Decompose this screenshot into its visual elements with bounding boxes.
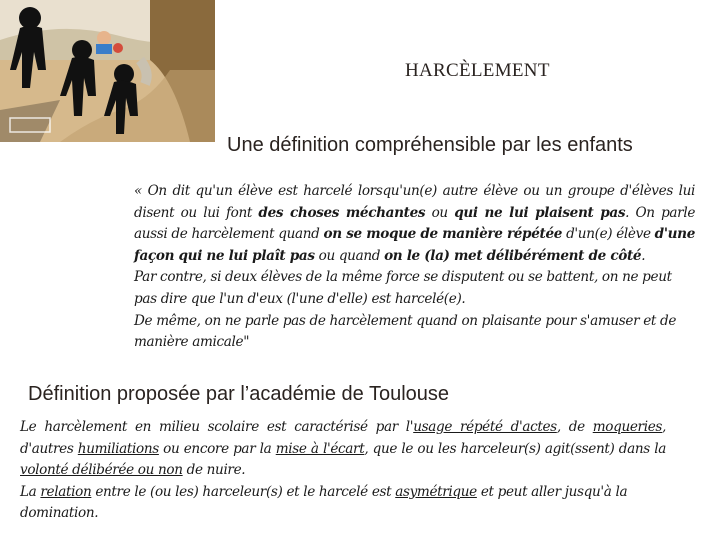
hero-illustration (0, 0, 215, 142)
academy-definition (20, 417, 666, 525)
section-title: Définition proposée par l’académie de Toulouse (28, 383, 450, 405)
page-title: HARCÈLEMENT (405, 60, 550, 81)
definition-paragraph-2: La relation entre le (ou les) harceleur(s) et le harcelé est asymétrique et peut aller jusqu'à la domination. (20, 483, 628, 522)
definition-paragraph-1: Le harcèlement en milieu scolaire est caractérisé par l'usage répété d'actes, de moqueries, d'autres humiliations ou encore par la mise à l'écart, que le ou les harceleur(s) agit(ssent) dans la volonté délibérée ou non de nuire. (20, 419, 666, 479)
child-definition-quote (134, 181, 695, 354)
quote-paragraph-1: « On dit qu'un élève est harcelé lorsqu'un(e) autre élève ou un groupe d'élèves lui disent ou lui font des choses méchantes ou qui ne lui plaisent pas. On parle aussi de harcèlement quand on se moque de manière répétée d'un(e) élève d'une façon qui ne lui plaît pas ou quand on le (la) met délibérément de côté. (134, 183, 696, 264)
quote-paragraph-2: Par contre, si deux élèves de la même force se disputent ou se battent, on ne peut pas dire que l'un d'eux (l'une d'elle) est harcelé(e). (134, 269, 672, 307)
subtitle: Une définition compréhensible par les enfants (227, 134, 633, 156)
quote-paragraph-3: De même, on ne parle pas de harcèlement quand on plaisante pour s'amuser et de manière amicale" (134, 312, 677, 351)
